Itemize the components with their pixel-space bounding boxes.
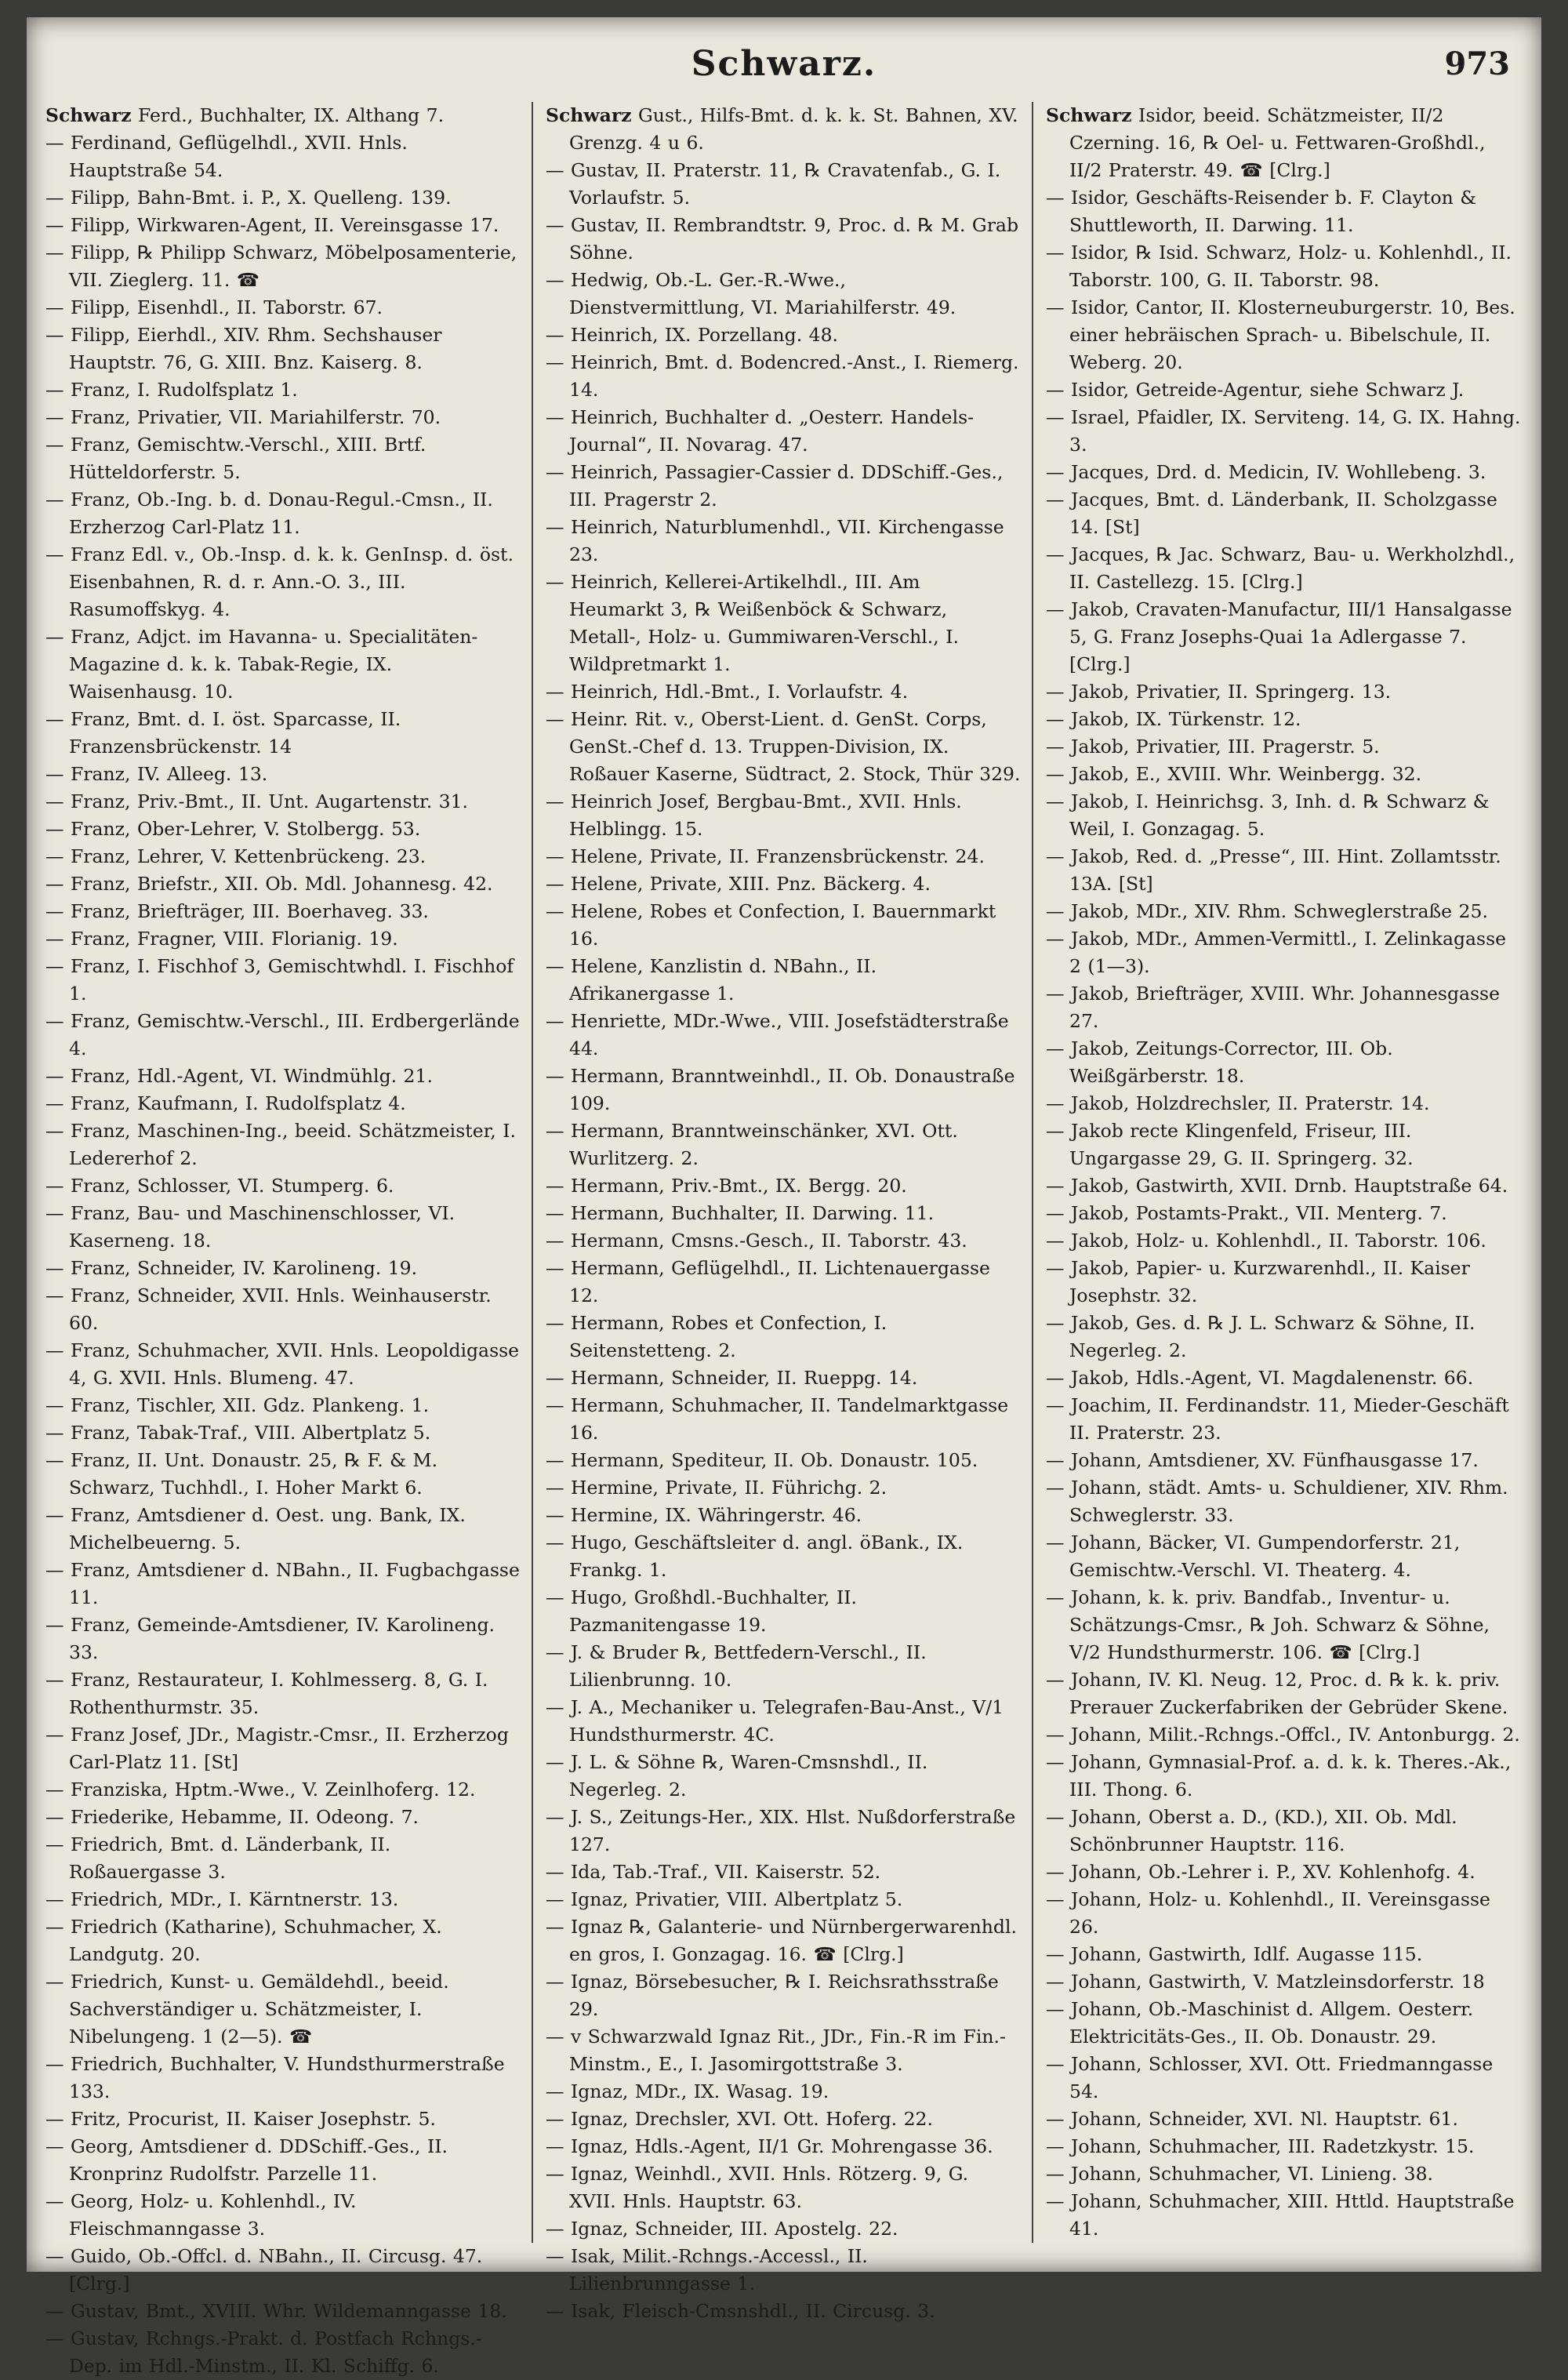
directory-entry: — Franziska, Hptm.-Wwe., V. Zeinlhoferg. 12. (45, 1779, 476, 1800)
directory-entry: Schwarz Isidor, beeid. Schätzmeister, II/2 Czerning. 16, ℞ Oel- u. Fettwaren-Großhdl., II/2 Praterstr. 49. ☎ [Clrg.] (1046, 104, 1486, 181)
column-1 (45, 102, 521, 2377)
column-divider (532, 102, 533, 2243)
surname-heading: Schwarz (546, 104, 632, 126)
directory-entry: — Isidor, Cantor, II. Klosterneuburgerstr. 10, Bes. einer hebräischen Sprach- u. Bibelschule, II. Weberg. 20. (1046, 296, 1515, 373)
directory-entry: — Franz, Gemischtw.-Verschl., III. Erdbergerlände 4. (45, 1010, 520, 1059)
directory-entry: — Franz, II. Unt. Donaustr. 25, ℞ F. & M. Schwarz, Tuchhdl., I. Hoher Markt 6. (45, 1449, 438, 1499)
directory-entry: — Jakob, Cravaten-Manufactur, III/1 Hansalgasse 5, G. Franz Josephs-Quai 1a Adlergasse 7. [Clrg.] (1046, 598, 1512, 675)
directory-entry: — Georg, Amtsdiener d. DDSchiff.-Ges., II. Kronprinz Rudolfstr. Parzelle 11. (45, 2135, 448, 2185)
directory-entry: — Isak, Milit.-Rchngs.-Accessl., II. Lilienbrunngasse 1. (546, 2245, 868, 2295)
directory-entry: — Jakob, IX. Türkenstr. 12. (1046, 708, 1301, 730)
directory-entry: — Heinrich, Kellerei-Artikelhdl., III. Am Heumarkt 3, ℞ Weißenböck & Schwarz, Metall-, Holz- u. Gummiwaren-Verschl., I. Wildpretmarkt 1. (546, 571, 959, 675)
directory-entry: — Isidor, Geschäfts-Reisender b. F. Clayton & Shuttleworth, II. Darwing. 11. (1046, 187, 1477, 236)
directory-entry: — Ida, Tab.-Traf., VII. Kaiserstr. 52. (546, 1861, 881, 1883)
directory-entry: — J. & Bruder ℞, Bettfedern-Verschl., II. Lilienbrunng. 10. (546, 1641, 927, 1691)
directory-entry: — Helene, Kanzlistin d. NBahn., II. Afrikanergasse 1. (546, 955, 877, 1005)
directory-entry: — Gustav, II. Rembrandtstr. 9, Proc. d. ℞ M. Grab Söhne. (546, 214, 1018, 263)
surname-heading: Schwarz (45, 104, 132, 126)
directory-entry: — Franz, Maschinen-Ing., beeid. Schätzmeister, I. Ledererhof 2. (45, 1120, 516, 1169)
directory-entry: — Friederike, Hebamme, II. Odeong. 7. (45, 1806, 419, 1828)
directory-entry: — Johann, städt. Amts- u. Schuldiener, XIV. Rhm. Schweglerstr. 33. (1046, 1477, 1508, 1526)
directory-entry: — Johann, Schuhmacher, XIII. Httld. Hauptstraße 41. (1046, 2190, 1515, 2240)
directory-entry: — Filipp, ℞ Philipp Schwarz, Möbelposamenterie, VII. Zieglerg. 11. ☎ (45, 242, 517, 291)
directory-entry: — Ignaz, Weinhdl., XVII. Hnls. Rötzerg. 9, G. XVII. Hnls. Hauptstr. 63. (546, 2163, 969, 2212)
directory-entry: — Filipp, Bahn-Bmt. i. P., X. Quelleng. 139. (45, 187, 452, 209)
directory-page (27, 17, 1541, 2377)
directory-entry: — Jakob, Holz- u. Kohlenhdl., II. Taborstr. 106. (1046, 1230, 1486, 1252)
directory-entry: — Jakob, Ges. d. ℞ J. L. Schwarz & Söhne, II. Negerleg. 2. (1046, 1312, 1475, 1361)
column-3 (1046, 102, 1521, 2251)
directory-entry: — Hedwig, Ob.-L. Ger.-R.-Wwe., Dienstvermittlung, VI. Mariahilferstr. 49. (546, 269, 956, 318)
directory-entry: — Heinrich, Passagier-Cassier d. DDSchiff.-Ges., III. Pragerstr 2. (546, 461, 1004, 511)
directory-entry: — Friedrich, Bmt. d. Länderbank, II. Roßauergasse 3. (45, 1833, 391, 1883)
directory-entry: — Jakob, Gastwirth, XVII. Drnb. Hauptstraße 64. (1046, 1175, 1508, 1197)
directory-entry: — Johann, Schuhmacher, III. Radetzkystr. 15. (1046, 2135, 1475, 2157)
directory-entry: — Hermann, Robes et Confection, I. Seitenstetteng. 2. (546, 1312, 887, 1361)
directory-entry: — Friedrich, Kunst- u. Gemäldehdl., beeid. Sachverständiger u. Schätzmeister, I. Nibelungeng. 1 (2—5). ☎ (45, 1971, 449, 2048)
directory-entry: — Jakob, I. Heinrichsg. 3, Inh. d. ℞ Schwarz & Weil, I. Gonzagag. 5. (1046, 790, 1490, 840)
directory-entry: — Ignaz ℞, Galanterie- und Nürnbergerwarenhdl. en gros, I. Gonzagag. 16. ☎ [Clrg.] (546, 1916, 1017, 1965)
directory-entry: — Franz, I. Fischhof 3, Gemischtwhdl. I. Fischhof 1. (45, 955, 514, 1005)
directory-entry: — Franz, Ob.-Ing. b. d. Donau-Regul.-Cmsn., II. Erzherzog Carl-Platz 11. (45, 489, 493, 538)
directory-entry: — Franz, Schlosser, VI. Stumperg. 6. (45, 1175, 394, 1197)
directory-entry: — Franz, Schneider, XVII. Hnls. Weinhauserstr. 60. (45, 1284, 492, 1334)
directory-entry: — Jacques, Drd. d. Medicin, IV. Wohllebeng. 3. (1046, 461, 1486, 483)
directory-entry: — Israel, Pfaidler, IX. Serviteng. 14, G. IX. Hahng. 3. (1046, 406, 1521, 456)
directory-entry: — Heinrich, Bmt. d. Bodencred.-Anst., I. Riemerg. 14. (546, 351, 1019, 401)
running-head: Schwarz. (691, 44, 877, 84)
directory-entry: — Franz, Restaurateur, I. Kohlmesserg. 8, G. I. Rothenthurmstr. 35. (45, 1669, 488, 1718)
directory-entry: — Jakob recte Klingenfeld, Friseur, III. Ungargasse 29, G. II. Springerg. 32. (1046, 1120, 1414, 1169)
surname-heading: Schwarz (1046, 104, 1132, 126)
directory-entry: — Jakob, MDr., XIV. Rhm. Schweglerstraße 25. (1046, 900, 1488, 922)
directory-entry: — Isak, Fleisch-Cmsnshdl., II. Circusg. 3. (546, 2300, 935, 2322)
directory-entry: — Jakob, MDr., Ammen-Vermittl., I. Zelinkagasse 2 (1—3). (1046, 928, 1507, 977)
directory-entry: — Filipp, Wirkwaren-Agent, II. Vereinsgasse 17. (45, 214, 499, 236)
directory-entry: — Hermine, IX. Währingerstr. 46. (546, 1504, 862, 1526)
directory-entry: — Hermine, Private, II. Führichg. 2. (546, 1477, 887, 1499)
directory-entry: — Ferdinand, Geflügelhdl., XVII. Hnls. Hauptstraße 54. (45, 132, 408, 181)
directory-entry: — Ignaz, Hdls.-Agent, II/1 Gr. Mohrengasse 36. (546, 2135, 993, 2157)
directory-entry: — Isidor, Getreide-Agentur, siehe Schwarz J. (1046, 379, 1465, 401)
directory-entry: — Johann, Oberst a. D., (KD.), XII. Ob. Mdl. Schönbrunner Hauptstr. 116. (1046, 1806, 1457, 1855)
directory-entry: — Friedrich (Katharine), Schuhmacher, X. Landgutg. 20. (45, 1916, 442, 1965)
directory-entry: — Franz, Briefträger, III. Boerhaveg. 33. (45, 900, 429, 922)
directory-entry: — Franz, Privatier, VII. Mariahilferstr. 70. (45, 406, 441, 428)
directory-entry: — Johann, Schlosser, XVI. Ott. Friedmanngasse 54. (1046, 2053, 1494, 2102)
directory-entry: — Ignaz, Börsebesucher, ℞ I. Reichsrathsstraße 29. (546, 1971, 999, 2020)
directory-entry: — Franz, Ober-Lehrer, V. Stolbergg. 53. (45, 818, 421, 840)
directory-entry: — Jakob, Hdls.-Agent, VI. Magdalenenstr. 66. (1046, 1367, 1474, 1389)
directory-entry: — Hermann, Geflügelhdl., II. Lichtenauergasse 12. (546, 1257, 990, 1306)
directory-entry: — Ignaz, Drechsler, XVI. Ott. Hoferg. 22. (546, 2108, 933, 2130)
directory-entry: — Franz, Adjct. im Havanna- u. Specialitäten-Magazine d. k. k. Tabak-Regie, IX. Waisenhausg. 10. (45, 626, 478, 703)
directory-entry: — Johann, Schuhmacher, VI. Linieng. 38. (1046, 2163, 1434, 2185)
directory-entry: — Franz, Bau- und Maschinenschlosser, VI. Kaserneng. 18. (45, 1202, 456, 1252)
directory-entry: — Gustav, II. Praterstr. 11, ℞ Cravatenfab., G. I. Vorlaufstr. 5. (546, 159, 1001, 209)
directory-entry: — Jakob, Briefträger, XVIII. Whr. Johannesgasse 27. (1046, 983, 1501, 1032)
directory-entry: — Heinrich, IX. Porzellang. 48. (546, 324, 839, 346)
directory-entry: — Jakob, Papier- u. Kurzwarenhdl., II. Kaiser Josephstr. 32. (1046, 1257, 1470, 1306)
directory-entry: — Georg, Holz- u. Kohlenhdl., IV. Fleischmanngasse 3. (45, 2190, 357, 2240)
directory-entry: — Franz, Bmt. d. I. öst. Sparcasse, II. Franzensbrückenstr. 14 (45, 708, 401, 758)
directory-entry: — Hugo, Geschäftsleiter d. angl. öBank., IX. Frankg. 1. (546, 1532, 964, 1581)
page-header (27, 36, 1541, 99)
directory-entry: — Heinrich, Naturblumenhdl., VII. Kirchengasse 23. (546, 516, 1004, 565)
page-number: 973 (1444, 45, 1510, 82)
directory-entry: — Jakob, Zeitungs-Corrector, III. Ob. Weißgärberstr. 18. (1046, 1037, 1393, 1087)
directory-entry: — Johann, Gastwirth, V. Matzleinsdorferstr. 18 (1046, 1971, 1485, 1993)
column-divider (1032, 102, 1033, 2243)
directory-entry: — Jakob, E., XVIII. Whr. Weinbergg. 32. (1046, 763, 1422, 785)
directory-entry: — Johann, Holz- u. Kohlenhdl., II. Vereinsgasse 26. (1046, 1888, 1490, 1938)
directory-entry: — Jakob, Postamts-Prakt., VII. Menterg. 7. (1046, 1202, 1447, 1224)
directory-entry: — Hugo, Großhdl.-Buchhalter, II. Pazmanitengasse 19. (546, 1586, 858, 1636)
directory-entry: — Franz, Hdl.-Agent, VI. Windmühlg. 21. (45, 1065, 433, 1087)
directory-entry: — Ignaz, Privatier, VIII. Albertplatz 5. (546, 1888, 903, 1910)
directory-entry: Schwarz Gust., Hilfs-Bmt. d. k. k. St. Bahnen, XV. Grenzg. 4 u 6. (546, 104, 1018, 154)
directory-entry: — Gustav, Bmt., XVIII. Whr. Wildemanngasse 18. (45, 2300, 507, 2322)
directory-entry: — Franz, Gemeinde-Amtsdiener, IV. Karolineng. 33. (45, 1614, 495, 1663)
directory-entry: — Jakob, Holzdrechsler, II. Praterstr. 14. (1046, 1092, 1430, 1114)
directory-entry: — Franz, Briefstr., XII. Ob. Mdl. Johannesg. 42. (45, 873, 493, 895)
directory-entry: — Hermann, Buchhalter, II. Darwing. 11. (546, 1202, 935, 1224)
directory-entry: — Franz Josef, JDr., Magistr.-Cmsr., II. Erzherzog Carl-Platz 11. [St] (45, 1724, 509, 1773)
directory-entry: — Franz, Lehrer, V. Kettenbrückeng. 23. (45, 845, 426, 867)
directory-entry: — Filipp, Eisenhdl., II. Taborstr. 67. (45, 296, 383, 318)
directory-entry: — Jacques, ℞ Jac. Schwarz, Bau- u. Werkholzhdl., II. Castellezg. 15. [Clrg.] (1046, 543, 1515, 593)
directory-entry: — Friedrich, MDr., I. Kärntnerstr. 13. (45, 1888, 399, 1910)
directory-entry: — Franz, Kaufmann, I. Rudolfsplatz 4. (45, 1092, 406, 1114)
directory-entry: — Franz, I. Rudolfsplatz 1. (45, 379, 298, 401)
directory-entry: — J. S., Zeitungs-Her., XIX. Hlst. Nußdorferstraße 127. (546, 1806, 1016, 1855)
directory-entry: — Jacques, Bmt. d. Länderbank, II. Scholzgasse 14. [St] (1046, 489, 1497, 538)
directory-entry: — Johann, Gymnasial-Prof. a. d. k. k. Theres.-Ak., III. Thong. 6. (1046, 1751, 1512, 1800)
directory-entry: — Heinr. Rit. v., Oberst-Lient. d. GenSt. Corps, GenSt.-Chef d. 13. Truppen-Division, IX. Roßauer Kaserne, Südtract, 2. Stock, Thür 329. (546, 708, 1021, 785)
directory-entry: — Helene, Robes et Confection, I. Bauernmarkt 16. (546, 900, 996, 950)
directory-entry: — Jakob, Privatier, III. Pragerstr. 5. (1046, 736, 1380, 758)
directory-entry: — Johann, Ob.-Maschinist d. Allgem. Oesterr. Elektricitäts-Ges., II. Ob. Donaustr. 29. (1046, 1998, 1474, 2048)
directory-entry: — Johann, Amtsdiener, XV. Fünfhausgasse 17. (1046, 1449, 1479, 1471)
directory-entry: — Helene, Private, II. Franzensbrückenstr. 24. (546, 845, 985, 867)
directory-entry: — Ignaz, Schneider, III. Apostelg. 22. (546, 2218, 898, 2240)
directory-entry: — Heinrich, Hdl.-Bmt., I. Vorlaufstr. 4. (546, 681, 909, 703)
directory-entry: — Hermann, Schneider, II. Rueppg. 14. (546, 1367, 918, 1389)
directory-entry: — Johann, Bäcker, VI. Gumpendorferstr. 21, Gemischtw.-Verschl. VI. Theaterg. 4. (1046, 1532, 1461, 1581)
directory-entry: — Johann, Milit.-Rchngs.-Offcl., IV. Antonburgg. 2. (1046, 1724, 1520, 1746)
directory-entry: — Jakob, Red. d. „Presse“, III. Hint. Zollamtsstr. 13A. [St] (1046, 845, 1501, 895)
directory-entry: — Hermann, Schuhmacher, II. Tandelmarktgasse 16. (546, 1394, 1009, 1444)
directory-entry: — Henriette, MDr.-Wwe., VIII. Josefstädterstraße 44. (546, 1010, 1009, 1059)
directory-entry: — Isidor, ℞ Isid. Schwarz, Holz- u. Kohlenhdl., II. Taborstr. 100, G. II. Taborstr. 98. (1046, 242, 1512, 291)
directory-entry: — Guido, Ob.-Offcl. d. NBahn., II. Circusg. 47. [Clrg.] (45, 2245, 483, 2295)
directory-entry: — Franz, IV. Alleeg. 13. (45, 763, 268, 785)
directory-entry: — Joachim, II. Ferdinandstr. 11, Mieder-Geschäft II. Praterstr. 23. (1046, 1394, 1509, 1444)
directory-entry: — Johann, IV. Kl. Neug. 12, Proc. d. ℞ k. k. priv. Prerauer Zuckerfabriken der Gebrüder Skene. (1046, 1669, 1508, 1718)
directory-entry: — Franz, Schneider, IV. Karolineng. 19. (45, 1257, 418, 1279)
directory-entry: — Franz, Schuhmacher, XVII. Hnls. Leopoldigasse 4, G. XVII. Hnls. Blumeng. 47. (45, 1339, 520, 1389)
directory-entry: — Franz, Gemischtw.-Verschl., XIII. Brtf. Hütteldorferstr. 5. (45, 434, 426, 483)
directory-entry: — Franz, Tischler, XII. Gdz. Plankeng. 1. (45, 1394, 430, 1416)
directory-entry: — Franz Edl. v., Ob.-Insp. d. k. k. GenInsp. d. öst. Eisenbahnen, R. d. r. Ann.-O. 3., III. Rasumoffskyg. 4. (45, 543, 514, 620)
directory-entry: — Hermann, Cmsns.-Gesch., II. Taborstr. 43. (546, 1230, 967, 1252)
directory-entry: — Franz, Tabak-Traf., VIII. Albertplatz 5. (45, 1422, 431, 1444)
directory-entry: — Filipp, Eierhdl., XIV. Rhm. Sechshauser Hauptstr. 76, G. XIII. Bnz. Kaiserg. 8. (45, 324, 442, 373)
directory-entry: — Johann, k. k. priv. Bandfab., Inventur- u. Schätzungs-Cmsr., ℞ Joh. Schwarz & Söhne, V/2 Hundsthurmerstr. 106. ☎ [Clrg.] (1046, 1586, 1490, 1663)
directory-entry: — Franz, Amtsdiener d. Oest. ung. Bank, IX. Michelbeuerng. 5. (45, 1504, 466, 1553)
directory-entry: — Hermann, Spediteur, II. Ob. Donaustr. 105. (546, 1449, 978, 1471)
directory-entry: — Jakob, Privatier, II. Springerg. 13. (1046, 681, 1392, 703)
directory-entry: — Franz, Fragner, VIII. Florianig. 19. (45, 928, 398, 950)
directory-entry: — Franz, Priv.-Bmt., II. Unt. Augartenstr. 31. (45, 790, 469, 812)
directory-entry: — Johann, Schneider, XVI. Nl. Hauptstr. 61. (1046, 2108, 1458, 2130)
directory-entry: — Heinrich, Buchhalter d. „Oesterr. Handels-Journal“, II. Novarag. 47. (546, 406, 975, 456)
directory-entry: — Fritz, Procurist, II. Kaiser Josephstr. 5. (45, 2108, 436, 2130)
directory-entry: — Franz, Amtsdiener d. NBahn., II. Fugbachgasse 11. (45, 1559, 520, 1608)
directory-entry: — J. L. & Söhne ℞, Waren-Cmsnshdl., II. Negerleg. 2. (546, 1751, 928, 1800)
directory-entry: — Friedrich, Buchhalter, V. Hundsthurmerstraße 133. (45, 2053, 505, 2102)
directory-entry: — Helene, Private, XIII. Pnz. Bäckerg. 4. (546, 873, 931, 895)
entry-columns (45, 102, 1523, 2377)
directory-entry: — Johann, Ob.-Lehrer i. P., XV. Kohlenhofg. 4. (1046, 1861, 1475, 1883)
directory-entry: — Hermann, Branntweinhdl., II. Ob. Donaustraße 109. (546, 1065, 1015, 1114)
directory-entry: — Gustav, Rchngs.-Prakt. d. Postfach Rchngs.-Dep. im Hdl.-Minstm., II. Kl. Schiffg. 6. (45, 2327, 482, 2377)
directory-entry: Schwarz Ferd., Buchhalter, IX. Althang 7. (45, 104, 445, 126)
directory-entry: — Hermann, Branntweinschänker, XVI. Ott. Wurlitzerg. 2. (546, 1120, 958, 1169)
directory-entry: — Ignaz, MDr., IX. Wasag. 19. (546, 2080, 829, 2102)
directory-entry: — v Schwarzwald Ignaz Rit., JDr., Fin.-R im Fin.-Minstm., E., I. Jasomirgottstraße 3. (546, 2026, 1006, 2075)
column-2 (546, 102, 1021, 2322)
directory-entry: — J. A., Mechaniker u. Telegrafen-Bau-Anst., V/1 Hundsthurmerstr. 4C. (546, 1696, 1004, 1746)
directory-entry: — Heinrich Josef, Bergbau-Bmt., XVII. Hnls. Helblingg. 15. (546, 790, 962, 840)
directory-entry: — Hermann, Priv.-Bmt., IX. Bergg. 20. (546, 1175, 907, 1197)
directory-entry: — Johann, Gastwirth, Idlf. Augasse 115. (1046, 1943, 1423, 1965)
